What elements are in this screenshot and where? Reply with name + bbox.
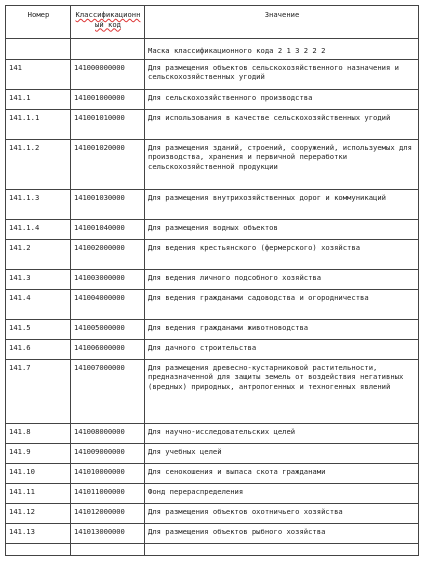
classification-document [5, 5, 418, 556]
row-number: 141.1 [6, 89, 71, 109]
table-row [6, 359, 419, 423]
row-value: Для сельскохозяйственного производства [145, 89, 419, 109]
classification-table [5, 5, 419, 556]
row-code: 141009000000 [71, 443, 145, 463]
table-row [6, 339, 419, 359]
row-number: 141.7 [6, 359, 71, 423]
row-number: 141 [6, 59, 71, 89]
row-value: Для размещения объектов охотничьего хозяйства [145, 503, 419, 523]
table-row [6, 189, 419, 219]
table-row [6, 219, 419, 239]
mask-text: Маска классификационного кода 2 1 3 2 2 2 [145, 39, 419, 60]
table-row [6, 59, 419, 89]
row-code: 141001000000 [71, 89, 145, 109]
row-code: 141004000000 [71, 289, 145, 319]
row-value: Для ведения крестьянского (фермерского) хозяйства [145, 239, 419, 269]
row-code: 141013000000 [71, 523, 145, 543]
row-value: Для размещения древесно-кустарниковой растительности, предназначенной для защиты земель от воздействия негативных (вредных) природных, антропогенных и техногенных явлений [145, 359, 419, 423]
row-code: 141010000000 [71, 463, 145, 483]
row-number: 141.11 [6, 483, 71, 503]
header-number: Номер [6, 6, 71, 39]
row-number: 141.1.2 [6, 139, 71, 189]
table-row [6, 503, 419, 523]
mask-empty-2 [71, 39, 145, 60]
row-value: Для ведения гражданами животноводства [145, 319, 419, 339]
row-value: Для размещения водных объектов [145, 219, 419, 239]
row-code: 141007000000 [71, 359, 145, 423]
table-row [6, 543, 419, 555]
row-value: Для ведения гражданами садоводства и огородничества [145, 289, 419, 319]
row-code: 141008000000 [71, 423, 145, 443]
row-value: Для размещения зданий, строений, сооружений, используемых для производства, хранения и первичной переработки сельскохозяйственной продукции [145, 139, 419, 189]
table-row [6, 319, 419, 339]
row-number: 141.12 [6, 503, 71, 523]
table-body [6, 39, 419, 556]
table-row [6, 139, 419, 189]
row-number: 141.13 [6, 523, 71, 543]
table-row [6, 239, 419, 269]
table-row [6, 269, 419, 289]
table-row [6, 89, 419, 109]
row-number: 141.9 [6, 443, 71, 463]
row-code: 141003000000 [71, 269, 145, 289]
row-number: 141.6 [6, 339, 71, 359]
row-code: 141011000000 [71, 483, 145, 503]
row-value: Фонд перераспределения [145, 483, 419, 503]
row-value: Для использования в качестве сельскохозяйственных угодий [145, 109, 419, 139]
row-number: 141.10 [6, 463, 71, 483]
row-value: Для научно-исследовательских целей [145, 423, 419, 443]
row-value: Для дачного строительства [145, 339, 419, 359]
row-number: 141.1.1 [6, 109, 71, 139]
row-value: Для ведения личного подсобного хозяйства [145, 269, 419, 289]
row-code: 141000000000 [71, 59, 145, 89]
row-value [145, 543, 419, 555]
table-row [6, 423, 419, 443]
header-code [71, 6, 145, 39]
table-row [6, 289, 419, 319]
row-code: 141001030000 [71, 189, 145, 219]
row-number: 141.8 [6, 423, 71, 443]
row-number: 141.1.4 [6, 219, 71, 239]
row-number: 141.4 [6, 289, 71, 319]
row-number: 141.5 [6, 319, 71, 339]
table-header-row [6, 6, 419, 39]
table-row [6, 443, 419, 463]
row-code: 141001020000 [71, 139, 145, 189]
row-value: Для сенокошения и выпаса скота гражданами [145, 463, 419, 483]
row-code: 141005000000 [71, 319, 145, 339]
row-value: Для размещения объектов рыбного хозяйства [145, 523, 419, 543]
table-row [6, 483, 419, 503]
row-code: 141006000000 [71, 339, 145, 359]
row-code: 141002000000 [71, 239, 145, 269]
row-value: Для учебных целей [145, 443, 419, 463]
table-row [6, 109, 419, 139]
row-code: 141001040000 [71, 219, 145, 239]
row-number: 141.2 [6, 239, 71, 269]
header-value: Значение [145, 6, 419, 39]
row-value: Для размещения объектов сельскохозяйственного назначения и сельскохозяйственных угодий [145, 59, 419, 89]
row-number: 141.1.3 [6, 189, 71, 219]
header-code-label: Классификационный код [75, 10, 141, 29]
row-code: 141001010000 [71, 109, 145, 139]
row-value: Для размещения внутрихозяйственных дорог и коммуникаций [145, 189, 419, 219]
mask-row [6, 39, 419, 60]
table-row [6, 463, 419, 483]
row-code: 141012000000 [71, 503, 145, 523]
row-code [71, 543, 145, 555]
row-number [6, 543, 71, 555]
mask-empty-1 [6, 39, 71, 60]
row-number: 141.3 [6, 269, 71, 289]
table-row [6, 523, 419, 543]
